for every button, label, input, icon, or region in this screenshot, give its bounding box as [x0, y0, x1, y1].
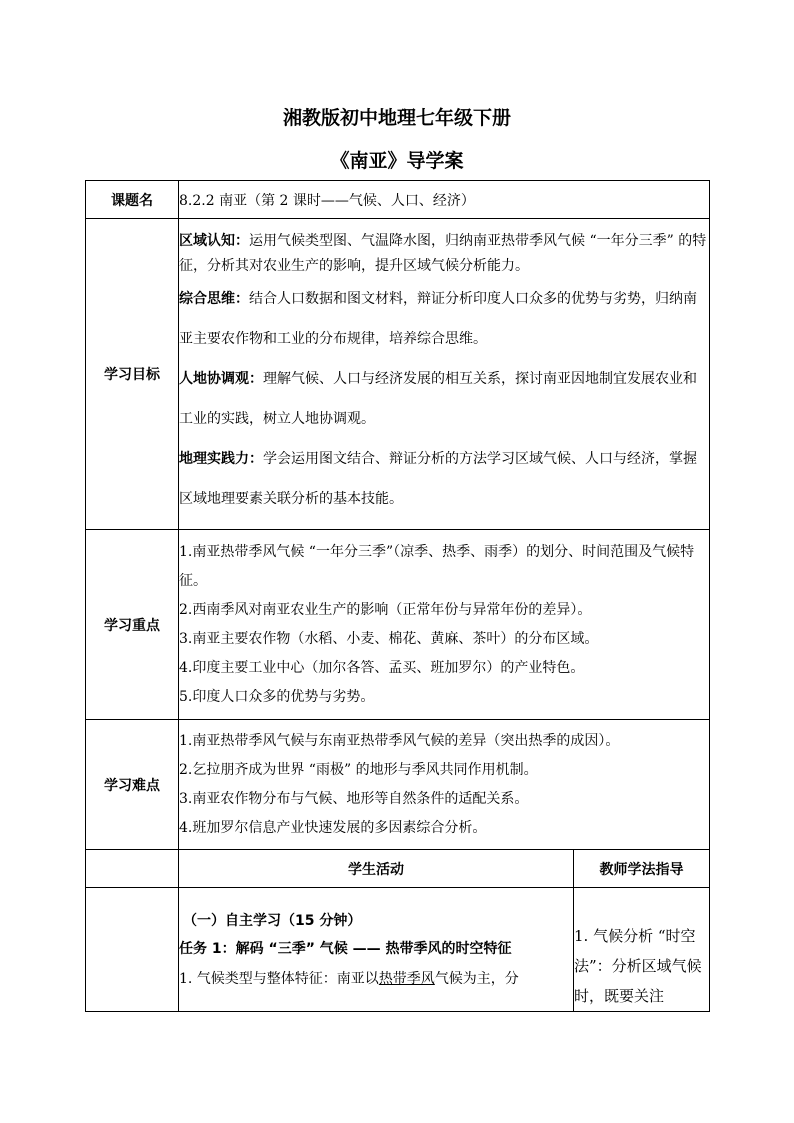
goal-lead: 区域认知：	[179, 233, 249, 249]
key-point-5: 5.印度人口众多的优势与劣势。	[179, 688, 375, 705]
goal-item	[179, 439, 709, 519]
key-label: 学习重点	[86, 530, 179, 720]
activity-empty-cell	[86, 888, 179, 1012]
activity-line-underlined: 热带季风	[378, 970, 435, 987]
goal-lead: 综合思维：	[179, 291, 249, 307]
topic-label: 课题名	[86, 181, 179, 219]
key-point-2: 2.西南季风对南亚农业生产的影响（正常年份与异常年份的差异）。	[179, 601, 592, 618]
student-activity-content	[179, 888, 574, 1012]
teacher-guidance-header: 教师学法指导	[574, 850, 710, 888]
goals-row	[86, 219, 710, 530]
goals-content	[179, 219, 710, 530]
header-empty-cell	[86, 850, 179, 888]
activity-header-row	[86, 850, 710, 888]
lesson-plan-table	[85, 180, 710, 1012]
key-points-row	[86, 530, 710, 720]
difficult-point-1: 1.南亚热带季风气候与东南亚热带季风气候的差异（突出热季的成因）。	[179, 732, 620, 749]
goal-lead: 人地协调观：	[179, 371, 263, 387]
key-point-4: 4.印度主要工业中心（加尔各答、孟买、班加罗尔）的产业特色。	[179, 659, 585, 676]
key-point-3: 3.南亚主要农作物（水稻、小麦、棉花、黄麻、茶叶）的分布区域。	[179, 630, 599, 647]
goals-label: 学习目标	[86, 219, 179, 530]
student-activity-header: 学生活动	[179, 850, 574, 888]
goal-item	[179, 359, 709, 439]
goal-item	[179, 229, 709, 279]
key-point-1: 1.南亚热带季风气候 “一年分三季”（凉季、热季、雨季）的划分、时间范围及气候特征。	[179, 543, 695, 589]
activity-line-start: 1. 气候类型与整体特征：南亚以	[179, 970, 379, 987]
difficult-label: 学习难点	[86, 720, 179, 850]
difficult-point-4: 4.班加罗尔信息产业快速发展的多因素综合分析。	[179, 819, 487, 836]
key-content	[179, 530, 710, 720]
topic-value: 8.2.2 南亚（第 2 课时——气候、人口、经济）	[179, 181, 710, 219]
difficult-point-2: 2.乞拉朋齐成为世界 “雨极” 的地形与季风共同作用机制。	[179, 761, 538, 778]
activity-section-title: （一）自主学习（15 分钟）	[183, 912, 362, 929]
teacher-guidance-content: 1. 气候分析 “时空法”：分析区域气候时，既要关注	[574, 888, 710, 1012]
goal-lead: 地理实践力：	[179, 451, 263, 467]
document-title: 湘教版初中地理七年级下册	[282, 107, 511, 129]
activity-task-title: 任务 1：解码 “三季” 气候 —— 热带季风的时空特征	[179, 940, 512, 957]
difficult-content	[179, 720, 710, 850]
goal-text: 理解气候、人口与经济发展的相互关系，探讨南亚因地制宜发展农业和工业的实践，树立人地协调观。	[179, 371, 697, 427]
activity-line	[179, 964, 573, 994]
difficult-points-row	[86, 720, 710, 850]
difficult-point-3: 3.南亚农作物分布与气候、地形等自然条件的适配关系。	[179, 790, 529, 807]
goal-text: 学会运用图文结合、辩证分析的方法学习区域气候、人口与经济，掌握区域地理要素关联分析的基本技能。	[179, 451, 697, 507]
activity-row	[86, 888, 710, 1012]
topic-row	[86, 181, 710, 219]
goal-text: 运用气候类型图、气温降水图，归纳南亚热带季风气候 “一年分三季” 的特征，分析其对农业生产的影响，提升区域气候分析能力。	[179, 233, 707, 274]
document-subtitle: 《南亚》导学案	[330, 150, 464, 172]
goal-text: 结合人口数据和图文材料，辩证分析印度人口众多的优势与劣势，归纳南亚主要农作物和工业的分布规律，培养综合思维。	[179, 291, 697, 347]
goal-item	[179, 279, 709, 359]
activity-line-end: 气候为主，分	[434, 970, 519, 987]
